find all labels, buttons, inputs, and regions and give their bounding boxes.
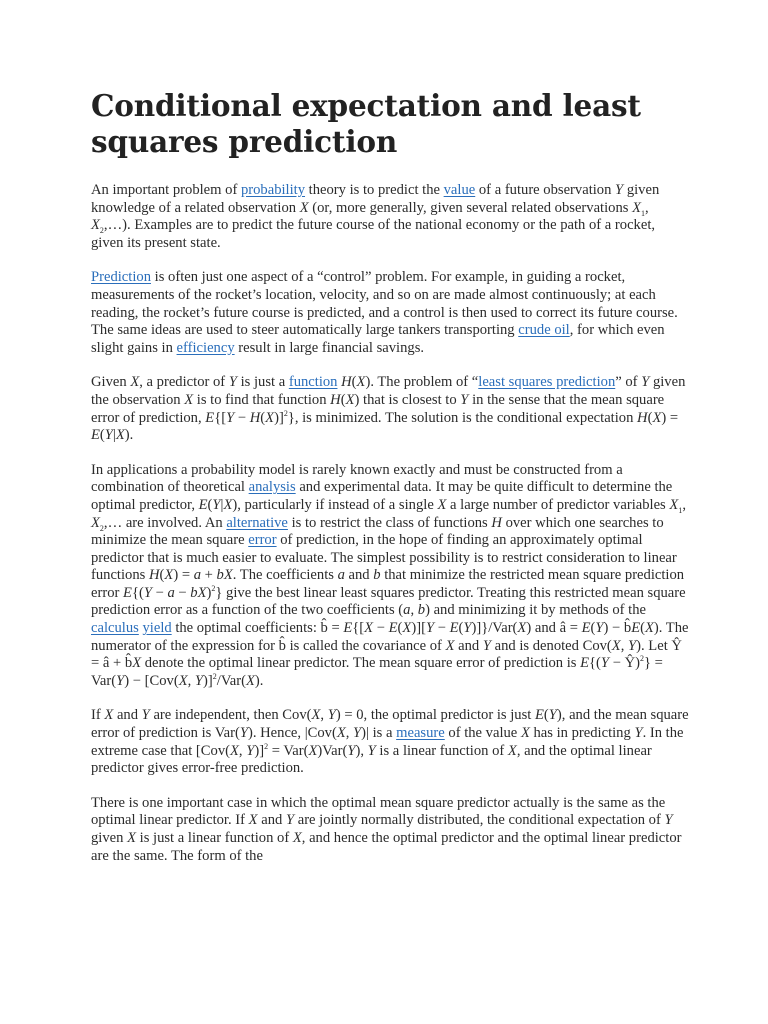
paragraph-3	[91, 374, 691, 444]
math-variable: H	[249, 409, 261, 426]
math-variable: X	[669, 496, 679, 513]
math-variable: b	[417, 602, 426, 619]
text-run: ) = 0, the optimal predictor is just	[335, 707, 535, 724]
text-run: ).	[124, 427, 134, 444]
text-run: ). Let Ŷ = â + b̂	[91, 637, 682, 672]
text-run: )]	[254, 742, 265, 759]
math-variable: Y	[226, 409, 235, 426]
text-run: ,…). Examples are to predict the future course of the national economy or the path of a rocket, given its present state.	[91, 217, 656, 251]
math-variable: Y	[212, 496, 221, 513]
text-run: is to find that function	[193, 391, 331, 408]
text-run: −	[234, 409, 250, 426]
text-run: has in predicting	[529, 725, 635, 742]
text-run: and	[454, 637, 483, 654]
text-run: = Var(	[268, 742, 309, 759]
math-variable: X	[402, 620, 412, 637]
text-run: ” of	[615, 374, 642, 391]
math-variable: bX	[216, 567, 233, 584]
superscript: 2	[639, 654, 644, 664]
math-variable: b	[373, 567, 381, 584]
math-variable: Y	[595, 620, 604, 637]
math-variable: X	[632, 199, 642, 216]
text-run: of a future observation	[475, 182, 616, 198]
math-variable: H	[148, 567, 160, 584]
text-run: are jointly normally distributed, the conditional expectation of	[294, 812, 665, 829]
math-variable: Y	[143, 584, 152, 601]
text-run: ,	[410, 602, 418, 619]
math-variable: X	[611, 637, 621, 654]
text-run: given knowledge of a related observation	[91, 182, 660, 216]
text-run: ).	[254, 672, 264, 689]
math-variable: X	[311, 707, 321, 724]
math-variable: X	[437, 496, 447, 513]
math-variable: X	[229, 742, 239, 759]
text-run: ), particularly if instead of a single	[232, 496, 438, 513]
math-variable: Y	[347, 742, 356, 759]
math-variable: E	[91, 427, 100, 444]
text-run: (	[543, 707, 549, 724]
math-variable: X	[336, 725, 346, 742]
math-variable: Y	[664, 812, 673, 829]
math-variable: E	[631, 620, 641, 637]
text-run: , for which even slight gains in	[91, 322, 665, 356]
text-run: +	[201, 567, 217, 584]
text-run: theory is to predict the	[305, 182, 444, 198]
text-run: (	[397, 620, 403, 637]
text-run: given	[91, 830, 128, 846]
paragraph-2	[91, 269, 691, 357]
link-yield[interactable]: yield	[142, 620, 172, 637]
text-run: given the observation	[91, 374, 686, 408]
text-run: {(	[131, 584, 144, 601]
text-run: }, is minimized. The solution is the conditional expectation	[287, 409, 638, 426]
text-run: ). The numerator of the expression for b̂ is called the covariance of	[91, 620, 689, 654]
text-run: |	[112, 427, 116, 444]
text-run: (	[458, 620, 464, 637]
math-variable: Y	[634, 725, 643, 742]
math-variable: X	[245, 672, 255, 689]
text-run: ). Hence, |Cov(	[247, 725, 337, 742]
text-run: ) =	[173, 567, 194, 584]
paragraph-4	[91, 462, 691, 691]
text-run: ,	[682, 496, 686, 513]
math-variable: H	[637, 409, 648, 426]
math-variable: E	[581, 620, 591, 637]
math-variable: E	[123, 584, 132, 601]
math-variable: Y	[194, 672, 204, 689]
math-variable: bX	[190, 584, 207, 601]
math-variable: X	[445, 637, 455, 654]
text-run: } = Var(	[91, 655, 663, 689]
text-run: } give the best linear least squares predictor. Treating this restricted mean square prediction error as a function of the two coefficients (	[91, 584, 686, 619]
text-run: ). The problem of “	[365, 374, 479, 391]
text-run: (	[647, 409, 653, 426]
text-run: result in large financial savings.	[234, 339, 425, 356]
text-run: is just a	[236, 374, 289, 391]
text-run: |	[220, 496, 224, 513]
text-run: over which one searches to minimize the mean square	[91, 514, 664, 549]
math-variable: H	[330, 391, 341, 408]
math-variable: a	[167, 584, 175, 601]
text-run: {[	[214, 409, 227, 426]
text-run: ),	[355, 742, 368, 759]
text-run: −	[151, 584, 168, 601]
text-run: ) that is closest to	[354, 391, 461, 408]
math-variable: Y	[327, 707, 336, 724]
math-variable: X	[178, 672, 188, 689]
math-variable: X	[91, 217, 100, 234]
text-run: ,	[187, 672, 195, 689]
article	[91, 88, 691, 882]
superscript: 2	[212, 671, 217, 681]
text-run: ,	[645, 199, 649, 216]
math-variable: E	[205, 409, 215, 426]
link-measure[interactable]: measure	[396, 725, 445, 742]
text-run: that minimize the restricted mean square prediction error	[91, 567, 685, 601]
text-run: )][	[411, 620, 426, 637]
text-run: ) =	[661, 409, 679, 426]
subscript: 2	[99, 523, 104, 533]
text-run: and	[344, 567, 374, 584]
math-variable: Y	[116, 672, 125, 689]
text-run: (	[99, 427, 105, 444]
subscript: 2	[99, 226, 104, 236]
text-run: −	[174, 584, 191, 601]
math-variable: a	[337, 567, 345, 584]
math-variable: X	[292, 830, 302, 846]
link-alternative[interactable]: alternative	[226, 514, 288, 531]
text-run: (	[640, 620, 645, 637]
superscript: 2	[211, 584, 216, 594]
text-run: (or, more generally, given several related observations	[308, 199, 633, 216]
text-run: (	[351, 374, 357, 391]
math-variable: X	[223, 496, 233, 513]
text-run: ) − b̂	[603, 620, 632, 637]
math-variable: Y	[641, 374, 650, 391]
text-run: (	[590, 620, 596, 637]
text-run: (	[340, 391, 346, 408]
link-least-squares-prediction[interactable]: least squares prediction	[478, 374, 616, 391]
text-run: −	[373, 620, 389, 637]
math-variable: Y	[615, 182, 624, 198]
link-analysis[interactable]: analysis	[248, 479, 296, 496]
math-variable: X	[265, 409, 275, 426]
text-run: , and hence the optimal predictor and the optimal linear predictor are the same. The form of the	[91, 830, 682, 864]
text-run: (	[207, 496, 213, 513]
text-run: of the value	[444, 725, 521, 742]
math-variable: Y	[460, 391, 469, 408]
math-variable: X	[91, 514, 100, 531]
math-variable: Y	[482, 637, 491, 654]
text-run: There is one important case in which the optimal mean square predictor actually is the same as the optimal linear predictor. If	[91, 794, 666, 829]
text-run: Given	[91, 374, 131, 391]
math-variable: X	[644, 620, 654, 637]
text-run: , and the optimal linear predictor gives error-free prediction.	[91, 742, 652, 777]
text-run: − Ŷ)	[609, 655, 640, 672]
math-variable: Y	[104, 427, 113, 444]
page-title: Conditional expectation and least squares prediction	[91, 88, 641, 159]
text-run: , a predictor of	[139, 374, 229, 391]
text-run: is often just one aspect of a “control” problem. For example, in guiding a rocket, measurements of the rocket’s location, velocity, and so on are made almost continuously; at each reading, the rocket’s future course is predicted, and a control is then used to correct its future course. The same ideas are used to steer automatically large tankers transporting	[91, 269, 678, 339]
text-run: )| is a	[361, 725, 397, 742]
math-variable: X	[308, 742, 318, 759]
text-run: . The coefficients	[232, 567, 338, 584]
text-run: and	[113, 707, 142, 724]
math-variable: Y	[425, 620, 435, 637]
link-prediction[interactable]: Prediction	[91, 269, 151, 286]
math-variable: E	[580, 655, 590, 672]
text-run: ,	[238, 742, 247, 759]
math-variable: X	[164, 567, 174, 584]
text-run: and	[257, 812, 286, 829]
text-run: the optimal coefficients: b̂ =	[171, 620, 344, 637]
text-run: ) and â =	[526, 620, 582, 637]
math-variable: Y	[463, 620, 472, 637]
text-run: )]	[274, 409, 284, 426]
math-variable: X	[132, 655, 142, 672]
paragraph-1	[91, 182, 691, 252]
superscript: 2	[264, 741, 269, 751]
text-run: {[	[352, 620, 365, 637]
link-error[interactable]: error	[248, 532, 277, 549]
math-variable: H	[341, 374, 352, 391]
text-run: a large number of predictor variables	[446, 496, 670, 513]
math-variable: X	[356, 374, 366, 391]
math-variable: X	[130, 374, 140, 391]
text-run: and is denoted Cov(	[491, 637, 612, 654]
math-variable: Y	[628, 637, 637, 654]
math-variable: Y	[141, 707, 150, 724]
subscript: 1	[641, 208, 646, 218]
math-variable: E	[534, 707, 544, 724]
math-variable: E	[449, 620, 459, 637]
math-variable: X	[652, 409, 662, 426]
text-run: (	[260, 409, 266, 426]
text-run: is to restrict the class of functions	[287, 514, 492, 531]
math-variable: X	[104, 707, 114, 724]
math-variable: X	[184, 391, 194, 408]
text-run: )]	[203, 672, 213, 689]
math-variable: Y	[353, 725, 362, 742]
text-run: In applications a probability model is rarely known exactly and must be constructed from a combination of theoretical	[91, 461, 623, 496]
math-variable: X	[127, 830, 136, 846]
text-run: (	[159, 567, 165, 584]
math-variable: E	[388, 620, 398, 637]
link-value[interactable]: value	[443, 182, 476, 198]
math-variable: Y	[367, 742, 376, 759]
text-run: . In the extreme case that [Cov(	[91, 725, 684, 759]
math-variable: H	[491, 514, 502, 531]
link-crude-oil[interactable]: crude oil	[518, 322, 570, 339]
math-variable: X	[517, 620, 527, 637]
math-variable: X	[248, 812, 258, 829]
text-run: If	[91, 707, 105, 724]
text-run: −	[434, 620, 450, 637]
text-run: ,	[345, 725, 354, 742]
text-run: ,	[620, 637, 629, 654]
math-variable: X	[299, 199, 309, 216]
text-run: ) − [Cov(	[124, 672, 179, 689]
math-variable: Y	[285, 812, 295, 829]
paragraph-6	[91, 795, 691, 865]
math-variable: X	[507, 742, 517, 759]
subscript: 1	[678, 505, 683, 515]
link-probability[interactable]: probability	[240, 182, 306, 198]
math-variable: Y	[239, 725, 248, 742]
math-variable: a	[403, 602, 411, 619]
math-variable: Y	[548, 707, 557, 724]
math-variable: X	[115, 427, 125, 444]
text-run: )]}/Var(	[471, 620, 518, 637]
text-run: ), and the mean square error of prediction is Var(	[91, 707, 689, 742]
math-variable: E	[343, 620, 353, 637]
text-run: )	[206, 584, 212, 601]
math-variable: X	[345, 391, 355, 408]
text-run: denote the optimal linear predictor. The mean square error of prediction is	[141, 655, 581, 672]
text-run: )Var(	[317, 742, 348, 759]
math-variable: Y	[246, 742, 255, 759]
math-variable: Y	[228, 374, 237, 391]
math-variable: X	[520, 725, 530, 742]
text-run: of prediction, in the hope of finding an approximately optimal predictor that is much easier to evaluate. The simplest possibility is to restrict consideration to linear functions	[91, 532, 677, 584]
math-variable: a	[193, 567, 201, 584]
text-run: in the sense that the mean square error of prediction,	[91, 391, 665, 426]
text-run: {(	[589, 655, 601, 672]
text-run: is a linear function of	[375, 742, 508, 759]
text-run: /Var(	[216, 672, 246, 689]
math-variable: X	[364, 620, 374, 637]
math-variable: E	[198, 496, 208, 513]
text-run: ) and minimizing it by methods of the	[425, 602, 646, 619]
paragraph-5	[91, 707, 691, 777]
text-run: and experimental data. It may be quite difficult to determine the optimal predictor,	[91, 479, 673, 513]
superscript: 2	[283, 408, 288, 418]
link-function[interactable]: function	[288, 374, 338, 391]
text-run: ,	[320, 707, 328, 724]
text-run: is just a linear function of	[136, 830, 293, 846]
link-calculus[interactable]: calculus	[91, 620, 139, 637]
math-variable: Y	[600, 655, 610, 672]
link-efficiency[interactable]: efficiency	[176, 339, 235, 356]
text-run: ,… are involved. An	[103, 514, 227, 531]
text-run: An important problem of	[91, 182, 241, 198]
text-run: are independent, then Cov(	[149, 707, 312, 724]
